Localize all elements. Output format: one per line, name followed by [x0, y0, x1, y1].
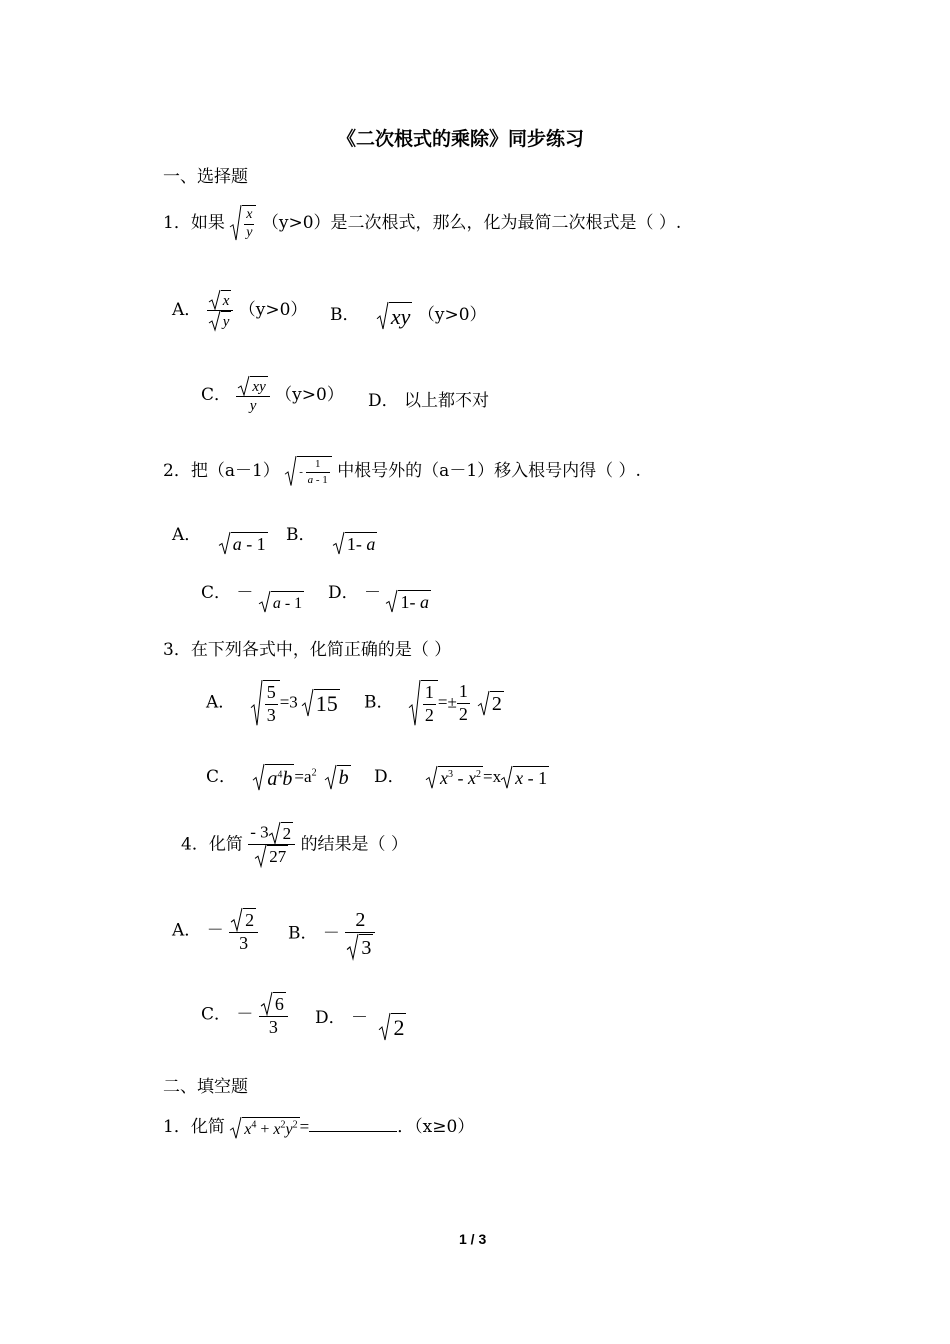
page-number: 1 / 3 [459, 1231, 487, 1247]
math-sqrt-a-minus-1: a - 1 [219, 532, 268, 555]
math-sqrt-1-over-2: $\frac{1}{2}$ [409, 680, 438, 726]
option-label: D． [368, 391, 399, 411]
minus-sign: － [364, 583, 382, 603]
question-4-suffix: 的结果是（ ） [300, 834, 408, 855]
question-4-option-b[interactable] [288, 908, 375, 960]
option-b-condition: （y>0） [417, 305, 487, 325]
question-1-option-c[interactable] [201, 376, 344, 415]
question-3-option-c[interactable]: C． $a^4b =a^2$ b [206, 762, 351, 791]
math-frac-sqrtx-sqrty: $\frac{x}{y}$ [207, 290, 234, 331]
math-sqrt-a4b: $a^4b$ [253, 764, 294, 791]
question-1-prefix: 1．如果 [163, 212, 225, 233]
option-label: A． [172, 920, 202, 941]
option-label: C． [201, 583, 232, 603]
option-label: C． [201, 385, 232, 405]
question-2-option-c[interactable] [201, 578, 304, 612]
option-label: B． [330, 305, 360, 325]
option-label: D． [315, 1008, 346, 1028]
option-a-condition: （y>0） [238, 300, 308, 320]
question-1 [163, 205, 681, 242]
math-sqrt-1-minus-a: 1- a [386, 590, 431, 613]
math-sqrt-x4-plus-x2y2: $x^4 + x^2y^2$ [230, 1117, 299, 1139]
fill-question-1-suffix: ．（x≥0） [397, 1117, 475, 1137]
question-2-option-b[interactable] [286, 520, 377, 554]
section-heading-choice: 一、选择题 [163, 167, 248, 187]
option-label: C． [206, 767, 237, 787]
question-1-option-d[interactable] [368, 386, 489, 411]
math-sqrt-1-minus-a: 1- a [333, 532, 378, 555]
question-2-option-d[interactable] [328, 578, 431, 612]
question-1-option-a[interactable] [172, 290, 307, 331]
option-label: B． [288, 923, 318, 944]
option-label: C． [201, 1004, 232, 1025]
question-4-option-a[interactable] [172, 908, 258, 954]
answer-blank[interactable] [309, 1117, 397, 1132]
math-sqrt-a-minus-1: a - 1 [259, 591, 304, 613]
fill-question-1-prefix: 1．化简 [163, 1117, 225, 1137]
question-4 [181, 822, 408, 868]
option-label: A． [172, 300, 202, 320]
math-sqrt-neg-1-over-a-minus-1: - $\frac{1}{a - 1}$ [285, 456, 332, 486]
minus-sign: － [236, 1004, 254, 1025]
question-4-option-c[interactable] [201, 992, 288, 1038]
option-label: B． [286, 525, 316, 545]
math-frac-sqrtxy-y: $\frac{xy}{y}$ [236, 376, 269, 415]
question-2-prefix: 2．把（a－1） [163, 461, 280, 481]
question-4-option-d[interactable] [315, 1003, 406, 1040]
question-2-option-a[interactable] [172, 520, 268, 554]
minus-sign: － [236, 583, 254, 603]
question-3-option-a[interactable]: A． $\frac{5}{3}$ =3 15 [206, 682, 338, 725]
math-sqrt-2: 2 [379, 1013, 406, 1041]
minus-sign: － [351, 1008, 369, 1028]
option-label: D． [328, 583, 359, 603]
fill-question-1: 1．化简 $x^4 + x^2y^2$ = ．（x≥0） [163, 1117, 475, 1138]
option-c-condition: （y>0） [275, 385, 344, 405]
option-d-text: 以上都不对 [404, 391, 490, 411]
option-label: A． [172, 525, 202, 545]
math-sqrt-x3-minus-x2: $x^3 - x^2$ [426, 766, 483, 789]
question-3: 3．在下列各式中，化简正确的是（ ） [163, 640, 452, 660]
minus-sign: － [206, 920, 224, 941]
section-heading-fill: 二、填空题 [163, 1077, 248, 1097]
option-label: A． [206, 692, 236, 713]
math-frac-sqrt6-over-3: $\frac{6}{3}$ [259, 992, 288, 1038]
question-1-condition: （y>0）是二次根式，那么，化为最简二次根式是（ ）. [261, 212, 682, 233]
math-frac-neg3sqrt2-over-sqrt27: - 3 2 27 [248, 822, 295, 868]
math-frac-sqrt2-over-3: $\frac{2}{3}$ [229, 908, 258, 954]
question-2-suffix: 中根号外的（a－1）移入根号内得（ ）. [337, 461, 641, 481]
option-label: D． [374, 767, 405, 787]
question-4-prefix: 4．化简 [181, 834, 243, 855]
question-2 [163, 456, 641, 487]
math-sqrt-5-over-3: $\frac{5}{3}$ [251, 680, 280, 726]
math-frac-2-over-sqrt3: $\frac{2}{3}$ [345, 908, 375, 960]
math-sqrt-xy: xy [377, 302, 413, 330]
question-3-option-b[interactable]: B． $\frac{1}{2}$ =± $\frac{1}{2}$ 2 [364, 681, 502, 725]
question-1-option-b[interactable] [330, 300, 487, 330]
math-sqrt-x-over-y: $\frac{x}{y}$ [230, 205, 256, 242]
page-title: 《二次根式的乘除》同步练习 [337, 128, 585, 150]
minus-sign: － [322, 923, 340, 944]
option-label: B． [364, 692, 394, 713]
question-3-option-d[interactable]: D． $x^3 - x^2 =x$ x - 1 [374, 767, 548, 788]
